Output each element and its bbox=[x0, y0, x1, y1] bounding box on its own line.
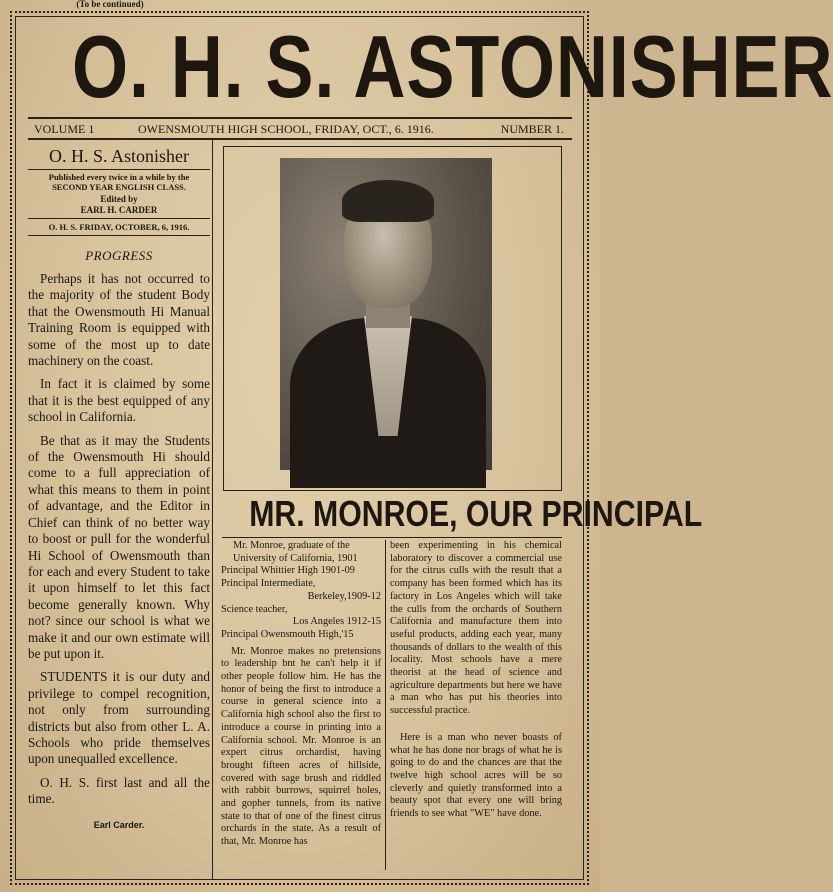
credential-line: Science teacher, bbox=[221, 603, 288, 615]
info-box-published: Published every twice in a while by the bbox=[48, 172, 190, 182]
article-closing-paragraph: Here is a man who never boasts of what he has done nor brags of what he is going to do and the chances are that the twelve high school acres will be so cleverly and quietly transformed into a beauty spot that every one will bring friends to see what "WE" have done. bbox=[390, 731, 562, 820]
portrait-photo bbox=[280, 158, 492, 470]
photo-hair bbox=[342, 180, 434, 222]
column-divider-right bbox=[385, 540, 386, 870]
article-body-continued: been experimenting in his chemical laboratory to discover a commercial use for the citrus culls with the result that a company has been formed which has its factory in Los Angeles which will take the culls from the orchards of Southern California and manufacture them into useful products, adding each year, many thousands of dollars to the wealth of this locality. Most schools have a mere theorist at the head of science and agriculture departments but here we have a man who has put his theories into successful practice. bbox=[390, 540, 562, 717]
article-column-1 bbox=[221, 540, 381, 849]
info-box-rule-2 bbox=[28, 218, 210, 219]
masthead-title: O. H. S. ASTONISHER bbox=[72, 17, 833, 116]
progress-paragraph: STUDENTS it is our duty and privilege to compel recognition, not only from surrounding districts but also from other L. A. Schools who pride themselves upon unequalled excellence. bbox=[28, 669, 210, 767]
progress-paragraph: Be that as it may the Students of the Owensmouth Hi should come to a full appreciation of what this means to them in point of advantage, and the Editor in Chief can think of no better way to boost or pull for the wonderful Hi School of Owensmouth than for each and every Student to take it upon himself to let this fact become generally known. Why not? since our school is what we make it and our own estimate will be put upon it. bbox=[28, 432, 210, 661]
progress-paragraph: Perhaps it has not occurred to the majority of the student Body that the Owensmouth Hi Manual Training Room is equipped with some of the most up to date machinery on the coast. bbox=[28, 271, 210, 369]
to-be-continued-note: (To be continued) bbox=[76, 0, 144, 9]
article-headline: MR. MONROE, OUR PRINCIPAL bbox=[249, 493, 703, 534]
info-box-title: O. H. S. Astonisher bbox=[48, 146, 189, 166]
column-divider-left bbox=[212, 140, 213, 880]
info-box-rule-3 bbox=[28, 235, 210, 236]
info-box-class: SECOND YEAR ENGLISH CLASS. bbox=[52, 182, 186, 192]
progress-signature: Earl Carder. bbox=[93, 819, 145, 830]
progress-paragraph: O. H. S. first last and all the time. bbox=[28, 774, 210, 807]
credential-line: Los Angeles 1912-15 bbox=[292, 616, 381, 628]
info-box-edited-by: Edited by bbox=[100, 194, 138, 204]
credentials-list bbox=[221, 540, 381, 642]
headline-rule bbox=[222, 537, 562, 538]
credential-line: University of California, 1901 bbox=[233, 552, 358, 564]
progress-paragraph: In fact it is claimed by some that it is the best equipped of any school in California. bbox=[28, 376, 210, 425]
school-and-date: OWENSMOUTH HIGH SCHOOL, FRIDAY, OCT., 6. 1916. bbox=[138, 122, 434, 136]
info-box-date: O. H. S. FRIDAY, OCTOBER, 6, 1916. bbox=[48, 222, 190, 232]
left-column bbox=[28, 142, 210, 830]
credential-line: Principal Intermediate, bbox=[221, 578, 316, 590]
progress-heading: PROGRESS bbox=[85, 248, 153, 263]
credential-line: Berkeley,1909-12 bbox=[307, 590, 381, 602]
masthead-rule-bottom bbox=[28, 138, 572, 140]
volume-number: VOLUME 1 bbox=[34, 122, 95, 136]
article-body: Mr. Monroe makes no pretensions to leadership bnt he can't help it if other people follow him. He has the honor of being the first to introduce a course in general science into a California high school also the first to introduce a course in printing into a California school. Mr. Monroe is an expert citrus orchardist, having brought fifteen acres of hillside, covered with sage brush and riddled with rabbit burrows, squirrel holes, and gopher tunnels, from its native state to that of one of the finest citrus orchards in the state. As a result of that, Mr. Monroe has bbox=[221, 645, 381, 848]
credential-line: Mr. Monroe, graduate of the bbox=[233, 540, 350, 551]
masthead-rule-top bbox=[28, 117, 572, 119]
article-column-2 bbox=[390, 540, 562, 821]
volume-bar bbox=[34, 121, 564, 137]
issue-number: NUMBER 1. bbox=[500, 122, 564, 136]
info-box-editor: EARL H. CARDER bbox=[80, 205, 158, 215]
credential-line: Principal Owensmouth High,'15 bbox=[221, 628, 354, 640]
credential-line: Principal Whittier High 1901-09 bbox=[221, 565, 355, 577]
info-box-rule bbox=[28, 169, 210, 170]
